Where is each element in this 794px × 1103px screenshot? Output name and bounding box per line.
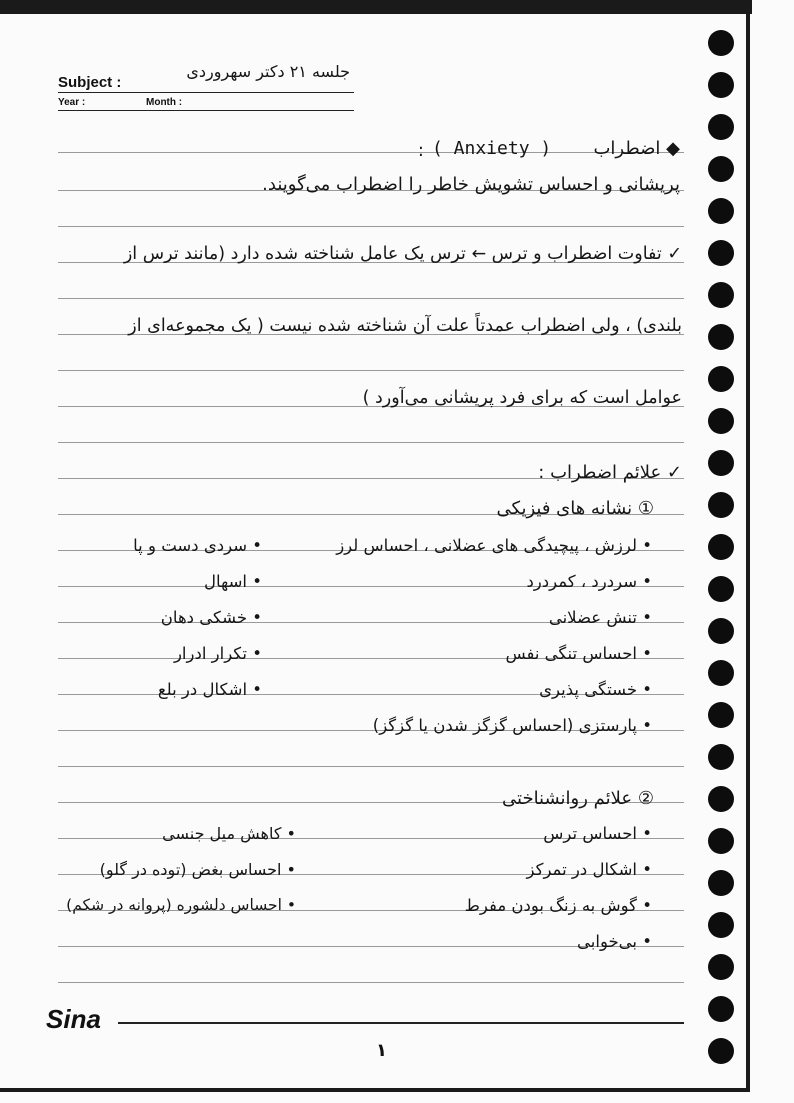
signature-line <box>118 1022 684 1024</box>
scan-top-border <box>0 0 752 14</box>
physical-right-item: • خستگی پذیری <box>539 680 652 699</box>
binder-hole <box>708 744 734 770</box>
binder-hole <box>708 1038 734 1064</box>
title-english: ( Anxiety ) <box>432 138 552 159</box>
difference-line-1: ✓ تفاوت اضطراب و ترس ← ترس یک عامل شناخته شده دارد (مانند ترس از <box>123 244 682 264</box>
binder-hole <box>708 828 734 854</box>
binder-hole <box>708 870 734 896</box>
binder-holes <box>704 28 738 1088</box>
ruled-line <box>58 442 684 443</box>
ruled-line <box>58 982 684 983</box>
psychological-right-item: • احساس ترس <box>543 824 652 843</box>
brand-logo: Sina <box>46 1004 101 1034</box>
physical-right-item: • سردرد ، کمردرد <box>526 572 652 591</box>
ruled-line <box>58 370 684 371</box>
binder-hole <box>708 660 734 686</box>
binder-hole <box>708 30 734 56</box>
physical-right-item: • پارستزی (احساس گزگز شدن یا گزگز) <box>372 716 652 735</box>
subject-label: Subject : <box>58 74 122 91</box>
physical-left-item: • تکرار ادرار <box>173 644 262 663</box>
psychological-left-item: • احساس بغض (توده در گلو) <box>99 860 296 879</box>
physical-left-item: • سردی دست و پا <box>133 536 262 555</box>
page-number: ۱ <box>376 1040 387 1061</box>
symptoms-heading: ✓ علائم اضطراب : <box>538 462 682 483</box>
year-label: Year : <box>58 97 86 108</box>
binder-hole <box>708 198 734 224</box>
binder-hole <box>708 324 734 350</box>
physical-heading: ① نشانه های فیزیکی <box>496 498 654 519</box>
binder-hole <box>708 408 734 434</box>
psychological-right-item: • اشکال در تمرکز <box>526 860 652 879</box>
scan-right-border <box>746 0 750 1090</box>
physical-right-item: • لرزش ، پیچیدگی های عضلانی ، احساس لرز <box>336 536 652 555</box>
binder-hole <box>708 450 734 476</box>
binder-hole <box>708 954 734 980</box>
definition-text: پریشانی و احساس تشویش خاطر را اضطراب می‌گویند. <box>262 174 680 195</box>
difference-line-3: عوامل است که برای فرد پریشانی می‌آورد ) <box>362 388 682 408</box>
physical-left-item: • اسهال <box>203 572 262 591</box>
title-bullet: ◆ <box>660 138 680 159</box>
physical-left-item: • اشکال در بلع <box>157 680 262 699</box>
month-label: Month : <box>146 97 183 108</box>
binder-hole <box>708 492 734 518</box>
title-colon: : <box>417 140 424 161</box>
subject-line <box>58 92 354 93</box>
binder-hole <box>708 576 734 602</box>
binder-hole <box>708 912 734 938</box>
psychological-left-item: • کاهش میل جنسی <box>162 824 296 843</box>
binder-hole <box>708 618 734 644</box>
binder-hole <box>708 702 734 728</box>
difference-line-2: بلندی) ، ولی اضطراب عمدتاً علت آن شناخته شده نیست ( یک مجموعه‌ای از <box>128 316 682 336</box>
scan-bottom-border <box>0 1088 750 1092</box>
binder-hole <box>708 282 734 308</box>
psychological-left-item: • احساس دلشوره (پروانه در شکم) <box>66 896 296 914</box>
psychological-right-item: • بی‌خوابی <box>577 932 652 951</box>
binder-hole <box>708 240 734 266</box>
physical-left-item: • خشکی دهان <box>160 608 262 627</box>
title-fa-text: اضطراب <box>593 138 661 159</box>
binder-hole <box>708 996 734 1022</box>
physical-right-item: • تنش عضلانی <box>548 608 652 627</box>
title-persian <box>570 138 680 159</box>
binder-hole <box>708 114 734 140</box>
binder-hole <box>708 786 734 812</box>
psychological-right-item: • گوش به زنگ بودن مفرط <box>464 896 652 915</box>
binder-hole <box>708 534 734 560</box>
physical-right-item: • احساس تنگی نفس <box>505 644 652 663</box>
ruled-line <box>58 298 684 299</box>
subject-value: جلسه ۲۱ دکتر سهروردی <box>186 62 350 81</box>
binder-hole <box>708 156 734 182</box>
psychological-heading: ② علائم روانشناختی <box>502 788 654 809</box>
ruled-line <box>58 226 684 227</box>
binder-hole <box>708 366 734 392</box>
year-month-line <box>58 110 354 111</box>
binder-hole <box>708 72 734 98</box>
ruled-line <box>58 766 684 767</box>
